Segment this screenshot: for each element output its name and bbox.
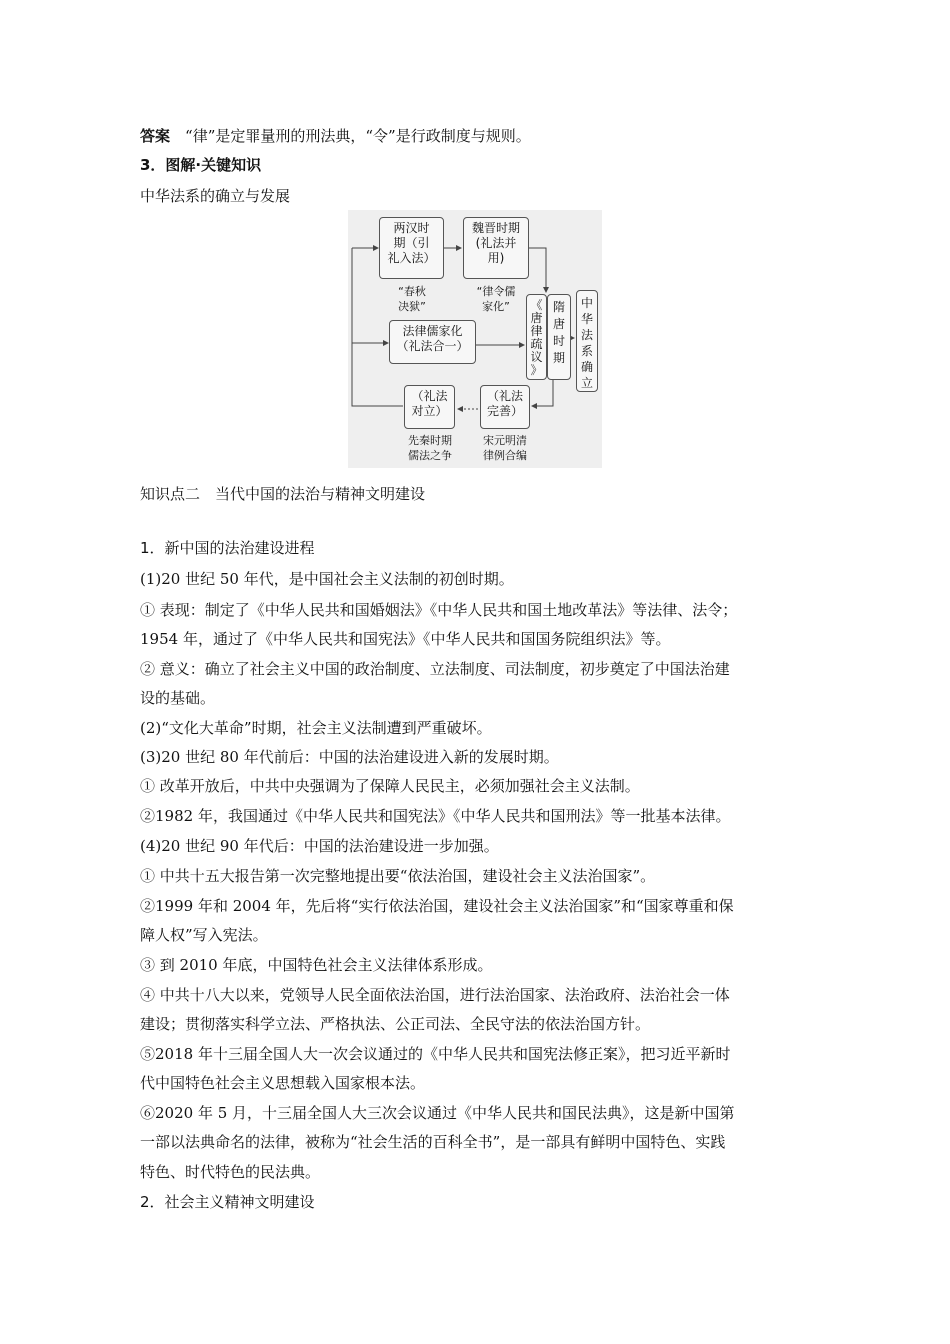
body-line-7: (2)“文化大革命”时期，社会主义法制遭到严重破坏。 [140, 719, 492, 737]
legal-system-diagram [348, 210, 602, 468]
caption-wei [466, 284, 526, 314]
body-line-23: 2．社会主义精神文明建设 [140, 1193, 315, 1211]
wei-cap-1: “律令儒 [476, 285, 516, 298]
body-line-8: (3)20 世纪 80 年代前后：中国的法治建设进入新的发展时期。 [140, 748, 559, 766]
answer-line [140, 126, 531, 146]
arrow-wei-tang [529, 248, 546, 292]
zhonghua-char: 系 [580, 344, 593, 358]
body-line-15: ③ 到 2010 年底，中国特色社会主义法律体系形成。 [140, 956, 493, 974]
body-line-3: ① 表现：制定了《中华人民共和国婚姻法》《中华人民共和国土地改革法》等法律、法令； [140, 601, 738, 619]
confucian-line-2: （礼法合一） [396, 339, 469, 353]
wei-line-3: 用) [487, 251, 505, 265]
caption-perfect [474, 433, 536, 463]
body-line-11: (4)20 世纪 90 年代后：中国的法治建设进一步加强。 [140, 837, 499, 855]
tanglv-char: 疏 [530, 337, 543, 351]
suitang-char: 时 [552, 334, 565, 348]
zhonghua-char: 确 [580, 360, 593, 374]
box-perfect [480, 385, 530, 429]
wei-line-1: 魏晋时期 [471, 221, 520, 235]
zhonghua-char: 法 [580, 328, 593, 342]
box-wei [463, 217, 529, 279]
tanglv-char: 唐 [530, 311, 543, 325]
oppose-line-2: 对立） [411, 404, 448, 418]
wei-cap-2: 家化” [482, 300, 510, 313]
body-line-21: 一部以法典命名的法律，被称为“社会生活的百科全书”，是一部具有鲜明中国特色、实践 [140, 1133, 726, 1151]
oppose-cap-1: 先秦时期 [408, 434, 452, 447]
han-line-1: 两汉时 [393, 221, 430, 235]
suitang-char: 隋 [552, 300, 565, 314]
box-suitang [547, 294, 571, 380]
box-oppose [404, 385, 455, 429]
body-line-20: ⑥2020 年 5 月，十三届全国人大三次会议通过《中华人民共和国民法典》，这是新中国第 [140, 1104, 735, 1122]
han-cap-1: “春秋 [398, 285, 426, 298]
tanglv-char: 《 [530, 298, 543, 312]
section-heading: 3．图解·关键知识 [140, 156, 262, 174]
zhonghua-char: 中 [580, 296, 593, 310]
han-cap-2: 决狱” [398, 300, 426, 313]
body-line-6: 设的基础。 [140, 689, 216, 707]
zhonghua-char: 立 [580, 376, 593, 390]
box-zhonghua [576, 290, 598, 392]
caption-oppose [400, 433, 460, 463]
knowledge-point-title: 知识点二 当代中国的法治与精神文明建设 [140, 485, 426, 503]
caption-han [386, 284, 438, 314]
body-line-22: 特色、时代特色的民法典。 [140, 1163, 321, 1181]
perfect-cap-2: 律例合编 [483, 449, 527, 462]
perfect-cap-1: 宋元明清 [483, 434, 527, 447]
body-line-13: ②1999 年和 2004 年，先后将“实行依法治国，建设社会主义法治国家”和“国家尊重和保 [140, 897, 734, 915]
answer-label: 答案 [140, 127, 171, 145]
body-line-14: 障人权”写入宪法。 [140, 926, 268, 944]
body-line-16: ④ 中共十八大以来，党领导人民全面依法治国，进行法治国家、法治政府、法治社会一体 [140, 986, 730, 1004]
wei-line-2: (礼法并 [475, 236, 517, 250]
body-line-9: ① 改革开放后，中共中央强调为了保障人民民主，必须加强社会主义法制。 [140, 777, 640, 795]
body-line-2: (1)20 世纪 50 年代，是中国社会主义法制的初创时期。 [140, 570, 514, 588]
zhonghua-char: 华 [580, 312, 593, 326]
han-line-3: 礼入法） [387, 251, 436, 265]
body-line-4: 1954 年，通过了《中华人民共和国宪法》《中华人民共和国国务院组织法》等。 [140, 630, 671, 648]
diagram-subtitle: 中华法系的确立与发展 [140, 187, 291, 205]
body-line-1: 1．新中国的法治建设进程 [140, 539, 315, 557]
box-tanglv [526, 294, 547, 380]
body-line-19: 代中国特色社会主义思想载入国家根本法。 [140, 1074, 426, 1092]
box-confucian [389, 320, 476, 364]
tanglv-char: 议 [530, 350, 543, 364]
box-han [379, 217, 444, 279]
tanglv-char: 》 [530, 363, 543, 377]
body-line-10: ②1982 年，我国通过《中华人民共和国宪法》《中华人民共和国刑法》等一批基本法律。 [140, 807, 731, 825]
arrow-tang-perfect [532, 380, 553, 406]
answer-text: “律”是定罪量刑的刑法典，“令”是行政制度与规则。 [185, 127, 531, 145]
suitang-char: 唐 [552, 317, 565, 331]
oppose-line-1: （礼法 [411, 389, 448, 403]
suitang-char: 期 [552, 351, 565, 365]
perfect-line-2: 完善） [486, 404, 523, 418]
body-line-5: ② 意义：确立了社会主义中国的政治制度、立法制度、司法制度，初步奠定了中国法治建 [140, 660, 730, 678]
zhonghua-text [577, 295, 597, 391]
body-line-12: ① 中共十五大报告第一次完整地提出要“依法治国，建设社会主义法治国家”。 [140, 867, 656, 885]
suitang-text [548, 299, 570, 367]
oppose-cap-2: 儒法之争 [408, 449, 452, 462]
perfect-line-1: （礼法 [486, 389, 523, 403]
tanglv-char: 律 [530, 324, 543, 338]
tanglv-text [527, 299, 546, 377]
confucian-line-1: 法律儒家化 [402, 324, 463, 338]
body-line-17: 建设；贯彻落实科学立法、严格执法、公正司法、全民守法的依法治国方针。 [140, 1015, 651, 1033]
han-line-2: 期（引 [393, 236, 430, 250]
body-line-18: ⑤2018 年十三届全国人大一次会议通过的《中华人民共和国宪法修正案》，把习近平新时 [140, 1045, 731, 1063]
